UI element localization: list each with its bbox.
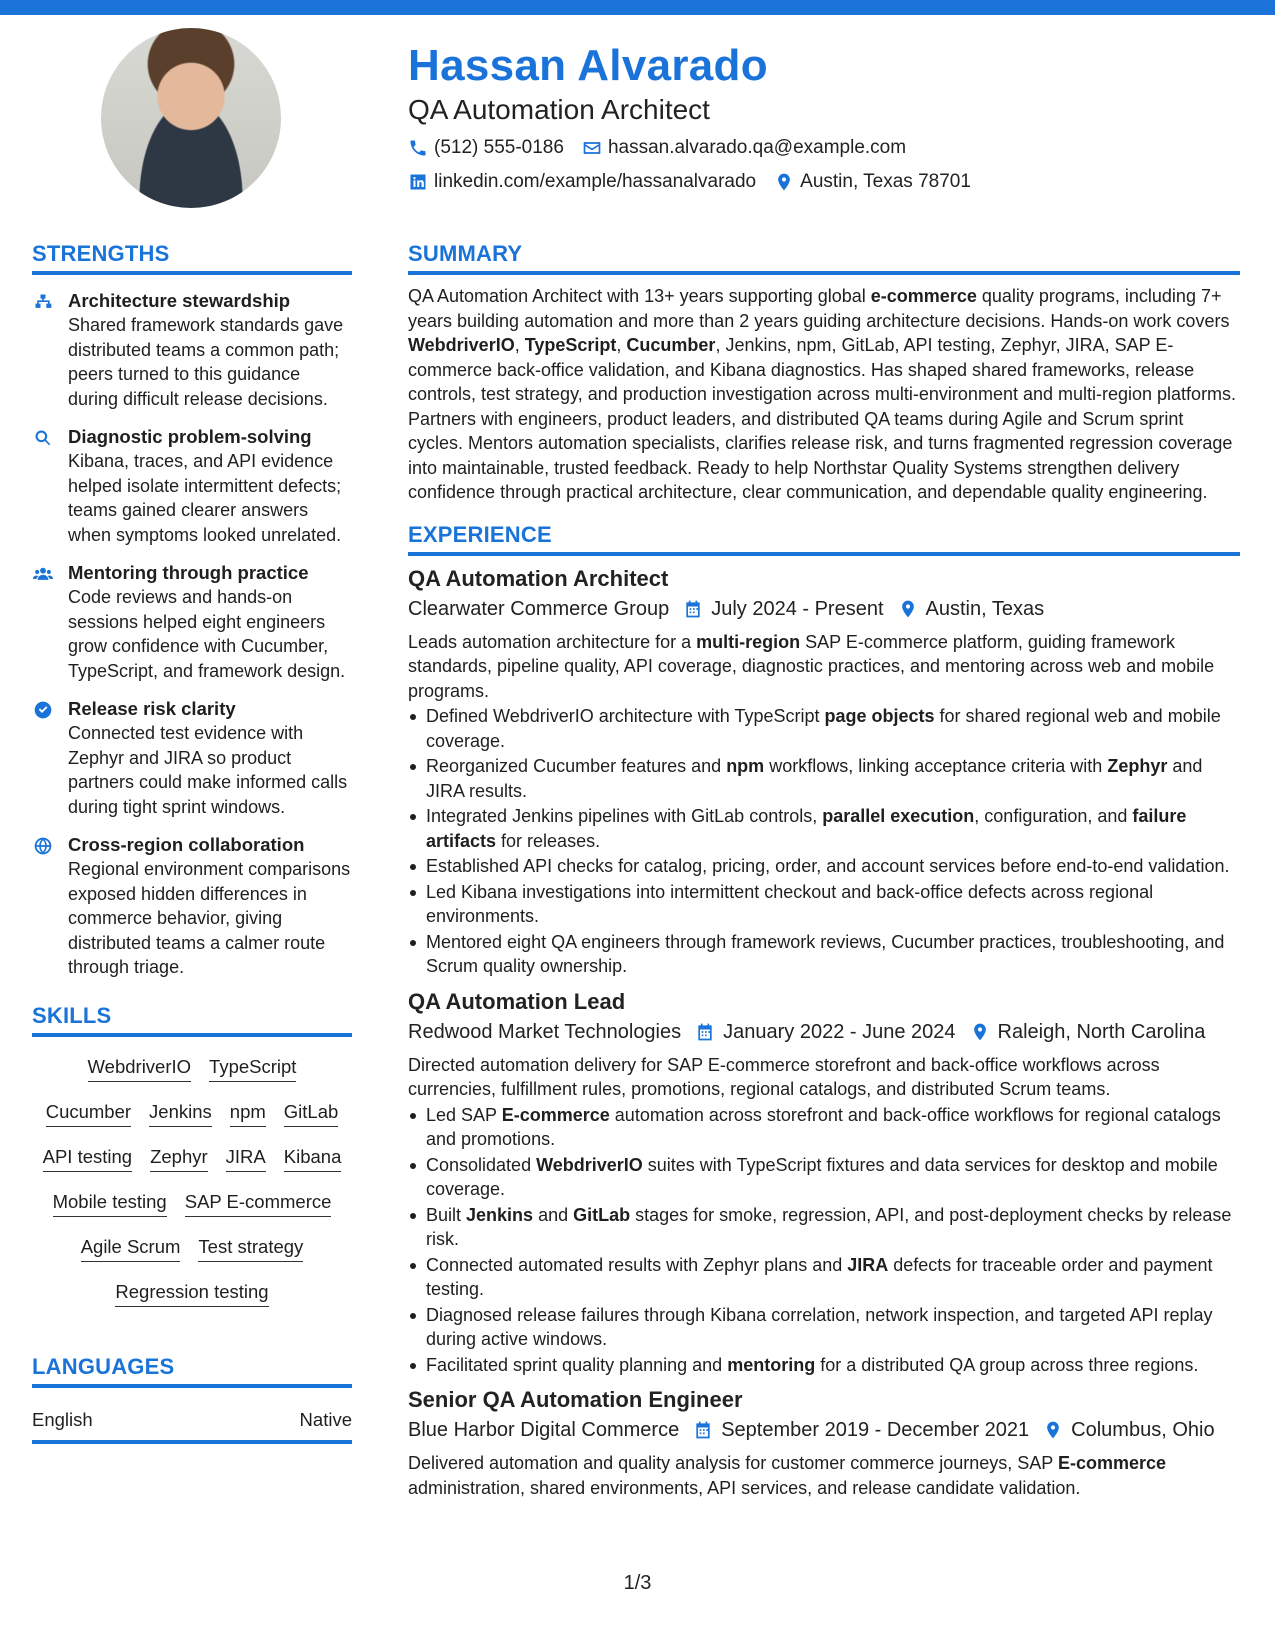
calendar-icon [683,599,703,619]
job-bullet [408,704,1240,753]
text-run: , Jenkins, npm, GitLab, API testing, Zephyr, JIRA, SAP E-commerce back-office validation, and Kibana diagnostics. Has shaped shared frameworks, release controls, test strategy, and production investigation across multi-environment and multi-region platforms. Partners with engineers, product leaders, and distributed QA teams during Agile and Scrum sprint cycles. Mentors automation specialists, clarifies release risk, and turns fragmented regression coverage into maintainable, trusted feedback. Ready to help Northstar Quality Systems strengthen delivery confidence through practical architecture, clear communication, and dependable quality engineering. [408,335,1237,502]
job-dates [683,594,883,624]
job-title: Senior QA Automation Engineer [408,1387,743,1412]
calendar-icon [695,1022,715,1042]
phone-contact[interactable] [408,137,564,159]
skill-tag: Agile Scrum [81,1235,181,1262]
job-location [970,1017,1206,1047]
text-run: , configuration, and [974,806,1133,826]
text-run: quality programs, including 7+ years building automation and more than 2 years guiding architecture decisions. Hands-on work covers [408,286,1230,331]
text-run: , [616,335,627,355]
job-bullet [408,1303,1240,1352]
candidate-role: QA Automation Architect [408,94,710,125]
strength-title: Architecture stewardship [68,290,291,311]
skill-tag: npm [230,1100,266,1127]
resume-header [408,40,1248,196]
users-icon [32,563,54,585]
bold-text: WebdriverIO [536,1154,643,1175]
job-dates-text: July 2024 - Present [711,597,884,620]
job-description [408,1451,1240,1500]
check-circle-icon [32,699,54,721]
job-location-text: Raleigh, North Carolina [997,1020,1206,1043]
skill-tag: SAP E-commerce [185,1190,332,1217]
job-company: Clearwater Commerce Group [408,597,670,620]
bold-text: e-commerce [870,286,977,306]
search-icon [32,427,54,449]
sitemap-icon [32,291,54,313]
job-dates [695,1017,955,1047]
summary-text [408,284,1240,505]
job-company: Redwood Market Technologies [408,1020,682,1043]
skill-tag: API testing [43,1145,132,1172]
email-contact[interactable] [582,137,906,159]
text-run: workflows, linking acceptance criteria with [764,756,1108,776]
text-run: , [514,335,525,355]
skill-tag: Cucumber [46,1100,131,1127]
strength-desc: Connected test evidence with Zephyr and JIRA so product partners could make informed calls during tight sprint windows. [68,723,348,817]
calendar-icon [693,1420,713,1440]
skill-tag: Mobile testing [53,1190,167,1217]
envelope-icon [582,138,602,158]
job-bullet [408,880,1240,929]
bold-text: TypeScript [524,335,617,355]
skill-tag: WebdriverIO [88,1055,192,1082]
skill-tag: Regression testing [115,1280,268,1307]
job-bullet [408,754,1240,803]
job-location-text: Austin, Texas [925,597,1045,620]
strength-desc: Code reviews and hands-on sessions helped eight engineers grow confidence with Cucumber, TypeScript, and framework design. [68,587,346,681]
job-bullets [408,704,1240,979]
phone-text: (512) 555-0186 [434,137,564,158]
strengths-heading: STRENGTHS [32,240,352,275]
job-bullet [408,930,1240,979]
bold-text: multi-region [696,631,801,652]
job-bullet [408,1353,1240,1378]
job-meta [408,594,1240,624]
right-column [408,240,1240,1500]
text-run: Mentored eight QA engineers through framework reviews, Cucumber practices, troubleshooting, and Scrum quality ownership. [426,931,1225,976]
text-run: Reorganized Cucumber features and [426,756,727,776]
text-run: stages for smoke, regression, API, and post-deployment checks by release risk. [426,1204,1232,1249]
job-location [898,594,1045,624]
email-text: hassan.alvarado.qa@example.com [607,137,907,158]
job-description [408,630,1240,704]
summary-heading: SUMMARY [408,240,1240,275]
skill-tag: Kibana [284,1145,342,1172]
text-run: Directed automation delivery for SAP E-commerce storefront and back-office workflows across currencies, fulfillment rules, promotions, regional catalogs, and distributed Scrum teams. [408,1054,1160,1099]
language-row [32,1408,352,1444]
text-run: Integrated Jenkins pipelines with GitLab controls, [426,806,823,826]
bold-text: WebdriverIO [408,335,515,355]
strength-title: Cross-region collaboration [68,834,305,855]
text-run: administration, shared environments, API services, and release candidate validation. [408,1477,1081,1498]
skill-tag: Test strategy [198,1235,303,1262]
job-bullet [408,804,1240,853]
bold-text: Jenkins [466,1204,534,1225]
contact-row-2 [408,168,1248,196]
job-title: QA Automation Architect [408,565,669,591]
job-bullet [408,1153,1240,1202]
strength-item [32,833,352,980]
strength-desc: Kibana, traces, and API evidence helped isolate intermittent defects; teams gained clearer answers when symptoms looked unrelated. [68,451,342,545]
strength-item [32,425,352,547]
job-bullet [408,854,1240,879]
text-run: Delivered automation and quality analysis for customer commerce journeys, SAP [408,1453,1058,1473]
linkedin-contact[interactable] [408,171,756,193]
skill-tag: GitLab [284,1100,339,1127]
text-run: defects for traceable order and payment testing. [426,1254,1213,1299]
text-run: for releases. [496,830,601,851]
phone-icon [408,138,428,158]
text-run: Led Kibana investigations into intermittent checkout and back-office defects across regional environments. [426,881,1154,926]
job-meta [408,1415,1240,1445]
map-pin-icon [970,1022,990,1042]
bold-text: JIRA [847,1254,889,1275]
job-bullet [408,1103,1240,1152]
map-pin-icon [1043,1420,1063,1440]
job-bullet [408,1253,1240,1302]
bold-text: mentoring [727,1354,816,1375]
map-pin-icon [774,172,794,192]
experience-heading: EXPERIENCE [408,521,1240,556]
bold-text: Zephyr [1107,756,1168,776]
bold-text: E-commerce [501,1104,610,1125]
text-run: Leads automation architecture for a [408,631,697,652]
linkedin-icon [408,172,428,192]
bold-text: npm [726,756,765,776]
text-run: for shared regional web and mobile coverage. [426,706,1221,751]
job-location [1043,1415,1214,1445]
language-name: English [32,1408,93,1430]
globe-icon [32,835,54,857]
text-run: Facilitated sprint quality planning and [426,1354,728,1375]
skill-tag: TypeScript [209,1055,296,1082]
job-dates [693,1415,1029,1445]
language-level: Native [299,1408,352,1430]
strength-title: Mentoring through practice [68,562,309,583]
job-bullets [408,1103,1240,1378]
bold-text: parallel execution [822,806,975,826]
text-run: Led SAP [426,1104,502,1125]
job-dates-text: September 2019 - December 2021 [721,1419,1030,1441]
text-run: suites with TypeScript fixtures and data services for desktop and mobile coverage. [426,1154,1218,1199]
job-company: Blue Harbor Digital Commerce [408,1419,680,1441]
skills-list [32,1037,352,1307]
left-column [32,240,352,1444]
strength-item [32,697,352,819]
text-run: Built [426,1204,467,1225]
skill-tag: Zephyr [150,1145,208,1172]
page-number: 1/3 [623,1572,652,1594]
bold-text: E-commerce [1057,1453,1167,1473]
bold-text: failure artifacts [426,806,1187,851]
text-run: for a distributed QA group across three regions. [815,1354,1199,1375]
job-location-text: Columbus, Ohio [1071,1419,1215,1441]
profile-photo [101,28,281,208]
strength-title: Diagnostic problem-solving [68,426,312,447]
text-run: QA Automation Architect with 13+ years supporting global [408,286,871,306]
job-meta [408,1017,1240,1047]
experience-list [408,564,1240,1501]
location-text: Austin, Texas 78701 [800,171,971,192]
top-accent-bar [0,0,1275,15]
bold-text: Cucumber [626,335,716,355]
strength-title: Release risk clarity [68,698,236,719]
bold-text: GitLab [573,1204,631,1225]
job-title: QA Automation Lead [408,988,626,1014]
skills-heading: SKILLS [32,1002,352,1037]
strength-desc: Regional environment comparisons exposed hidden differences in commerce behavior, giving distributed teams a calmer route through triage. [68,859,351,977]
job-bullet [408,1203,1240,1252]
job-entry [408,1385,1240,1500]
job-entry [408,564,1240,979]
contact-row-1 [408,134,1248,162]
languages-heading: LANGUAGES [32,1353,352,1388]
text-run: automation across storefront and back-office workflows for regional catalogs and promotions. [426,1104,1221,1149]
skill-tag: Jenkins [149,1100,212,1127]
bold-text: page objects [824,706,935,726]
text-run: Established API checks for catalog, pricing, order, and account services before end-to-end validation. [426,856,1230,876]
linkedin-text: linkedin.com/example/hassanalvarado [434,171,757,192]
text-run: Defined WebdriverIO architecture with TypeScript [426,706,825,726]
job-dates-text: January 2022 - June 2024 [723,1020,956,1043]
text-run: SAP E-commerce platform, guiding framework standards, pipeline quality, API coverage, diagnostic practices, and mentoring across web and mobile programs. [408,631,1215,701]
job-description [408,1053,1240,1102]
text-run: and JIRA results. [426,756,1203,801]
text-run: Diagnosed release failures through Kibana correlation, network inspection, and targeted API replay during active windows. [426,1304,1213,1349]
skill-tag: JIRA [226,1145,266,1172]
text-run: Connected automated results with Zephyr plans and [426,1254,848,1275]
map-pin-icon [898,599,918,619]
text-run: and [533,1204,574,1225]
strength-desc: Shared framework standards gave distributed teams a common path; peers turned to this guidance during difficult release decisions. [68,315,344,409]
text-run: Consolidated [426,1154,537,1175]
location-contact [774,171,971,193]
strength-item [32,561,352,683]
strength-item [32,289,352,411]
job-entry [408,987,1240,1378]
candidate-name: Hassan Alvarado [408,41,768,90]
